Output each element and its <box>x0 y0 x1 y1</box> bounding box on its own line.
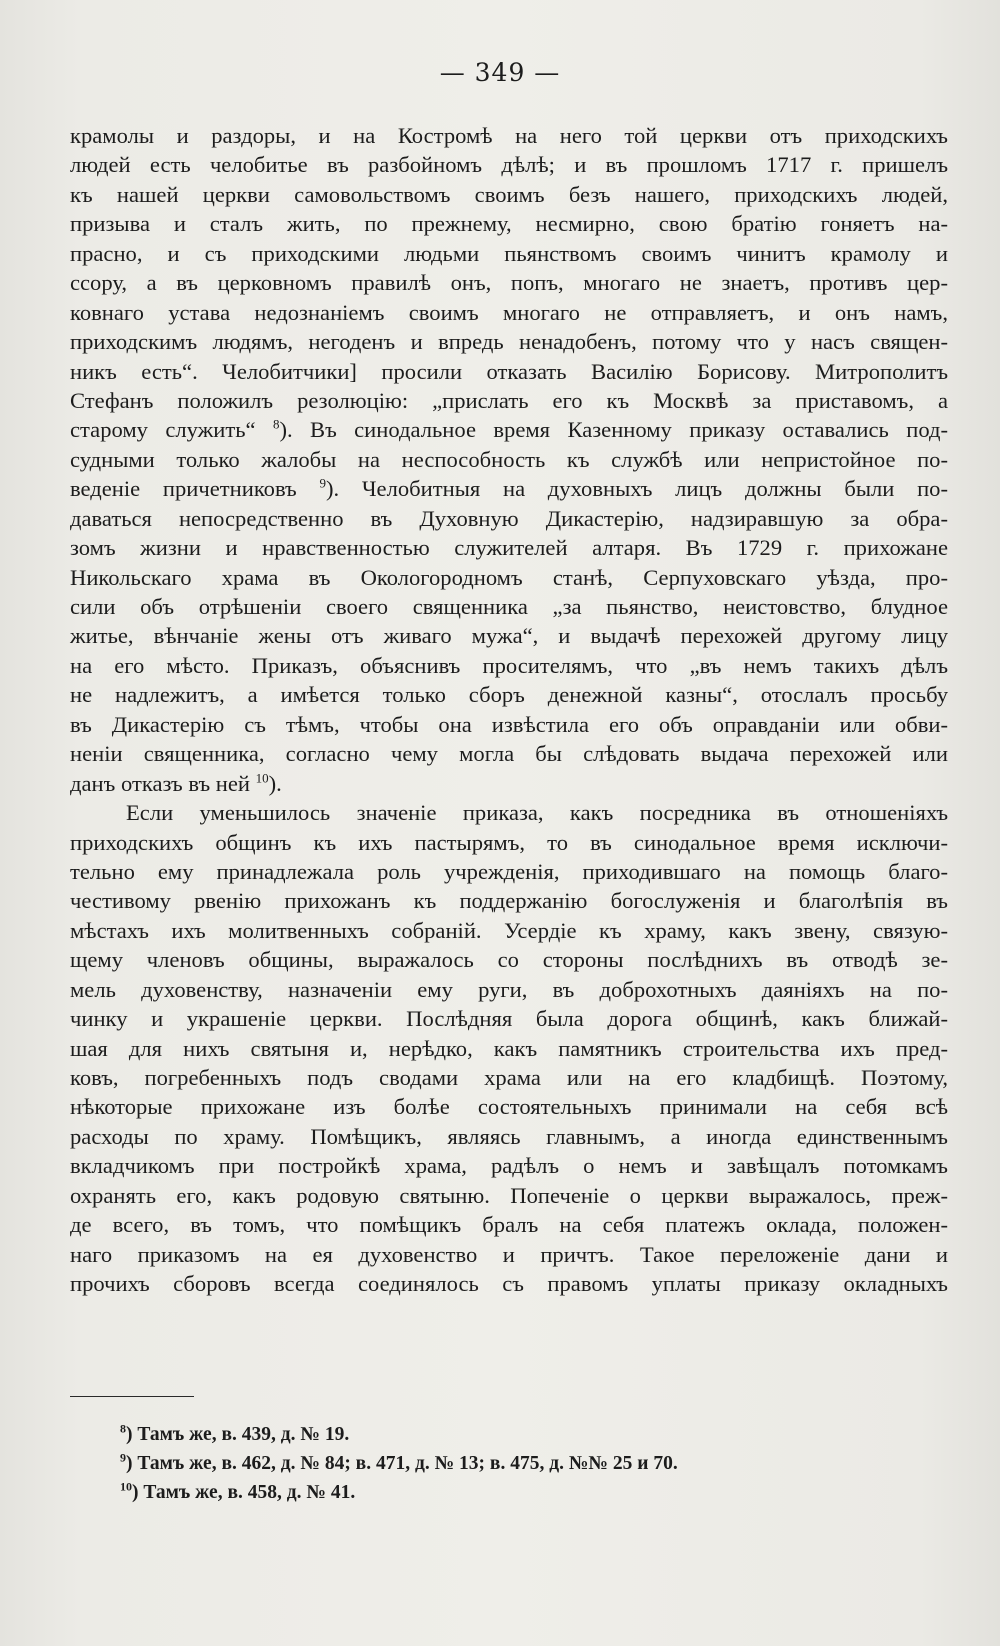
text-segment: ). Челобитныя на духовныхъ лицъ должны были по- <box>325 476 948 502</box>
text-line: Стефанъ положилъ резолюцію: „прислать его къ Москвѣ за приставомъ, а <box>70 387 948 413</box>
text-line: призыва и сталъ жить, по прежнему, несмирно, свою братію гоняетъ на- <box>70 211 948 237</box>
footnote-ref-8: 8 <box>272 416 280 432</box>
text-line: приходскимъ людямъ, негоденъ и впредь ненадобенъ, потому что у насъ священ- <box>70 329 948 355</box>
text-line: приходскихъ общинъ къ ихъ пастырямъ, то въ синодальное время исключи- <box>70 829 948 855</box>
footnote-number: 9 <box>120 1450 126 1465</box>
text-line: въ Дикастерію съ тѣмъ, чтобы она извѣстила его объ оправданіи или обви- <box>70 711 948 737</box>
text-line: Если уменьшилось значеніе приказа, какъ посредника въ отношеніяхъ <box>126 800 948 826</box>
text-line <box>70 769 948 798</box>
text-line: житье, вѣнчаніе жены отъ живаго мужа“, и выдачѣ перехожей другому лицу <box>70 623 948 649</box>
text-line: вкладчикомъ при постройкѣ храма, радѣлъ о немъ и завѣщалъ потомкамъ <box>70 1153 948 1179</box>
main-text <box>70 121 948 1299</box>
text-line: расходы по храму. Помѣщикъ, являясь главнымъ, а иногда единственнымъ <box>70 1123 948 1149</box>
text-line: щему членовъ общины, выражалось со стороны послѣднихъ въ отводѣ зе- <box>70 947 948 973</box>
footnote-text: ) Тамъ же, в. 439, д. № 19. <box>126 1424 350 1445</box>
footnote-text: ) Тамъ же, в. 458, д. № 41. <box>132 1482 356 1503</box>
text-segment: ). Въ синодальное время Казенному приказу оставались под- <box>279 417 948 443</box>
page-number: — 349 — <box>439 58 561 87</box>
text-line: сили объ отрѣшеніи своего священника „за пьянство, неистовство, блудное <box>70 594 948 619</box>
text-line: судными только жалобы на неспособность къ службѣ или непристойное по- <box>70 446 948 472</box>
text-line: Никольскаго храма въ Окологородномъ станѣ, Серпуховскаго уѣзда, про- <box>70 564 948 590</box>
text-line: нѣкоторые прихожане изъ болѣе состоятельныхъ принимали на себя всѣ <box>70 1094 948 1120</box>
footnote-number: 10 <box>120 1479 132 1494</box>
text-line: никъ есть“. Челобитчики] просили отказать Василію Борисову. Митрополитъ <box>70 358 948 384</box>
text-line: прочихъ сборовъ всегда соединялось съ правомъ уплаты приказу окладныхъ <box>70 1271 948 1297</box>
text-line: крамолы и раздоры, и на Костромѣ на него той церкви отъ приходскихъ <box>70 123 948 148</box>
text-segment: веденіе причетниковъ <box>70 476 297 502</box>
text-line: не надлежитъ, а имѣется только сборъ денежной казны“, отослалъ просьбу <box>70 682 948 708</box>
footnote-divider <box>70 1396 194 1397</box>
text-line: ссору, а въ церковномъ правилѣ онъ, попъ, многаго не знаетъ, противъ цер- <box>70 270 948 296</box>
text-segment: старому служить“ <box>70 417 256 443</box>
footnote-ref-10: 10 <box>255 770 269 786</box>
text-segment: ). <box>268 770 282 796</box>
text-line: прасно, и съ приходскими людьми пьянствомъ своимъ чинитъ крамолу и <box>70 240 948 266</box>
text-line <box>70 415 948 444</box>
footnote-9 <box>120 1449 940 1478</box>
text-line: тельно ему принадлежала роль учрежденія, приходившаго на помощь благо- <box>70 858 948 884</box>
text-line: шая для нихъ святыня и, нерѣдко, какъ памятникъ строительства ихъ пред- <box>70 1035 948 1061</box>
text-line: зомъ жизни и нравственностью служителей алтаря. Въ 1729 г. прихожане <box>70 535 948 561</box>
text-line: неніи священника, согласно чему могла бы слѣдовать выдача перехожей или <box>70 741 948 767</box>
text-line: къ нашей церкви самовольствомъ своимъ безъ нашего, приходскихъ людей, <box>70 181 948 207</box>
text-line: ковъ, погребенныхъ подъ сводами храма или на его кладбищѣ. Поэтому, <box>70 1065 948 1090</box>
text-line: на его мѣсто. Приказъ, объяснивъ просителямъ, что „въ немъ такихъ дѣлъ <box>70 652 948 678</box>
text-line: мѣстахъ ихъ молитвенныхъ собраній. Усердіе къ храму, какъ звену, связую- <box>70 917 948 943</box>
footnote-8 <box>120 1420 940 1449</box>
footnote-10 <box>120 1478 940 1507</box>
text-line <box>70 474 948 503</box>
text-line: даваться непосредственно въ Духовную Дикастерію, надзиравшую за обра- <box>70 505 948 531</box>
footnote-number: 8 <box>120 1421 126 1436</box>
text-line: охранять его, какъ родовую святыню. Попеченіе о церкви выражалось, преж- <box>70 1182 948 1208</box>
text-line: де всего, въ томъ, что помѣщикъ бралъ на себя платежъ оклада, положен- <box>70 1212 948 1238</box>
text-line: мель духовенству, назначеніи ему руги, въ доброхотныхъ даяніяхъ на по- <box>70 976 948 1002</box>
text-line: ковнаго устава недознаніемъ своимъ многаго не отправляетъ, и онъ намъ, <box>70 299 948 325</box>
text-segment: данъ отказъ въ ней <box>70 770 250 796</box>
text-line: честивому рвенію прихожанъ къ поддержанію богослуженія и благолѣпія въ <box>70 888 948 914</box>
text-line: чинку и украшеніе церкви. Послѣдняя была дорога общинѣ, какъ ближай- <box>70 1006 948 1032</box>
footnote-ref-9: 9 <box>319 475 326 491</box>
text-line: наго приказомъ на ея духовенство и причтъ. Такое переложеніе дани и <box>70 1241 948 1267</box>
footnote-text: ) Тамъ же, в. 462, д. № 84; в. 471, д. № 13; в. 475, д. №№ 25 и 70. <box>126 1453 678 1474</box>
text-line: людей есть челобитье въ разбойномъ дѣлѣ; и въ прошломъ 1717 г. пришелъ <box>70 152 948 178</box>
footnotes <box>120 1420 940 1507</box>
